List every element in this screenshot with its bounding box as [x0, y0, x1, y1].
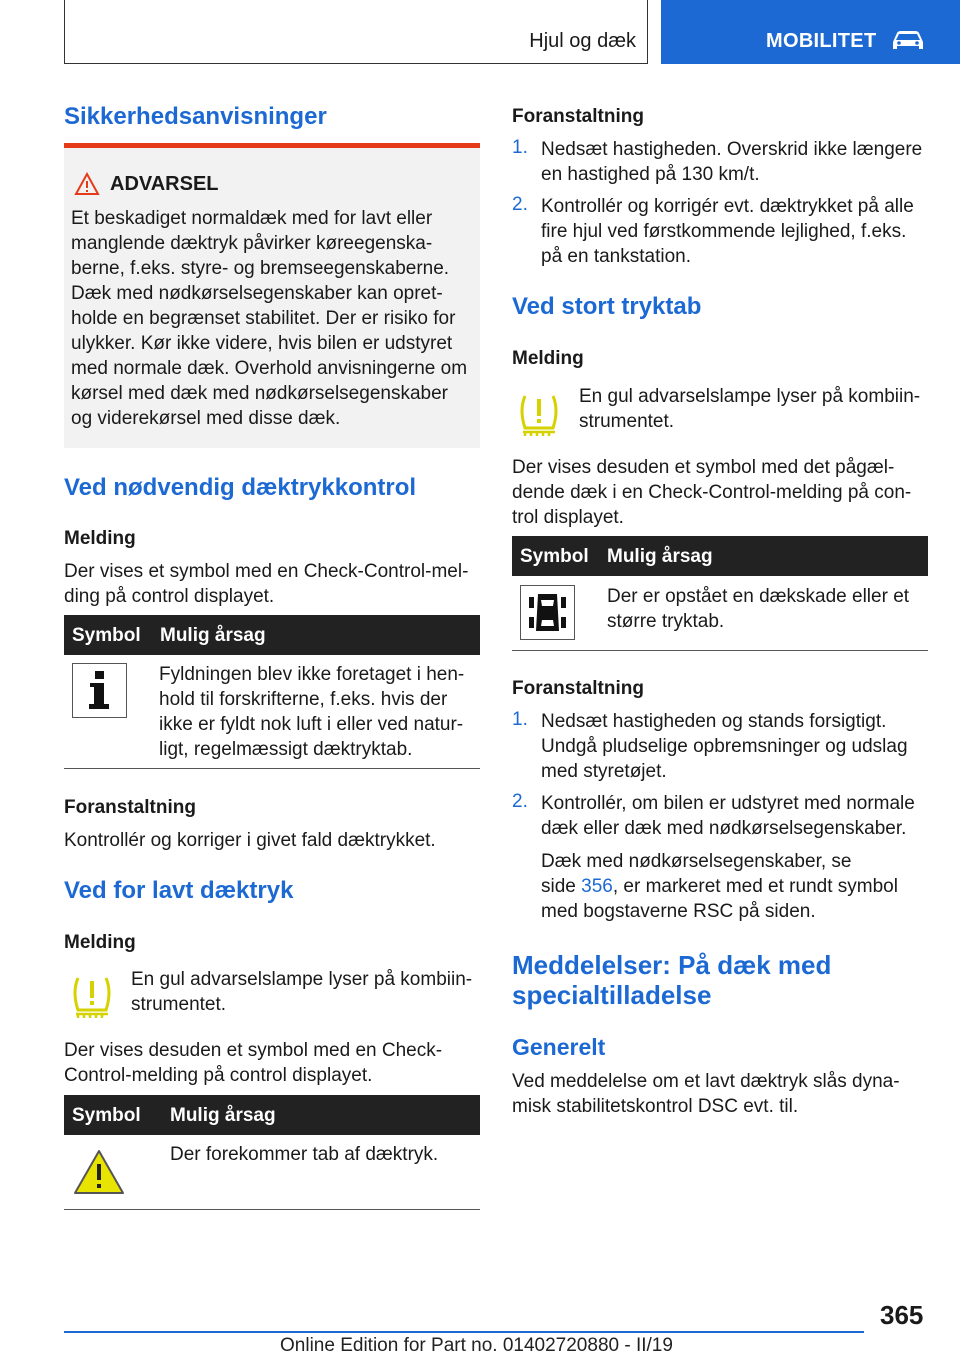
list-item: [541, 194, 914, 269]
list-item: [541, 137, 922, 187]
footer-rule: [64, 1331, 864, 1333]
list-number: 2.: [512, 194, 528, 215]
list-number: 2.: [512, 791, 528, 812]
s2-desc-text: [64, 1038, 480, 1088]
text-line: dæk eller dæk med nødkørselsegenskaber.: [541, 818, 907, 839]
text-line: Control-melding på control displayet.: [64, 1065, 373, 1086]
col-cause: Mulig årsag: [160, 625, 266, 646]
title-line: Meddelelser: På dæk med: [512, 950, 832, 980]
col-cause: Mulig årsag: [607, 546, 713, 567]
car-icon: [889, 28, 927, 52]
text-line: på en tankstation.: [541, 246, 691, 267]
col-symbol: Symbol: [520, 546, 589, 567]
text-line: Dæk med nødkørselsegenskaber, se: [541, 851, 852, 872]
text-line: Nedsæt hastigheden og stands forsigtigt.: [541, 711, 887, 732]
safety-title: Sikkerhedsanvisninger: [64, 103, 327, 130]
s1-action-text: Kontrollér og korriger i givet fald dæktrykket.: [64, 830, 436, 851]
s1-msg-text: [64, 559, 480, 609]
section-title-s4: [512, 950, 831, 1010]
text-line: Undgå pludselige opbremsninger og udslag: [541, 736, 908, 757]
text-line: ding på control displayet.: [64, 586, 275, 607]
s3-cause-text: [607, 584, 927, 634]
tire-pressure-warning-icon: [517, 390, 561, 440]
table-divider: [64, 768, 480, 769]
col-symbol: Symbol: [72, 1105, 141, 1126]
s1-table-header: [64, 615, 480, 655]
text-line: Ved meddelelse om et lavt dæktryk slås dyna-: [512, 1071, 900, 1092]
warning-line: berne, f.eks. styre- og bremseegenskaberne.: [71, 258, 450, 279]
warning-body: [71, 206, 471, 431]
table-divider: [512, 650, 928, 651]
text-line: dende dæk i en Check-Control-melding på con-: [512, 482, 912, 503]
warning-line: kørsel med dæk med nødkørselsegenskaber: [71, 383, 448, 404]
chapter-tab[interactable]: [661, 0, 960, 64]
warning-line: og viderekørsel med disse dæk.: [71, 408, 341, 429]
s4-text: [512, 1069, 932, 1119]
s1-action-heading: Foranstaltning: [64, 797, 196, 818]
text-line: Der vises et symbol med en Check-Control-mel-: [64, 561, 469, 582]
text-line: Kontrollér og korrigér evt. dæktrykket på alle: [541, 196, 914, 217]
section-title-s3: Ved stort tryktab: [512, 293, 702, 320]
s3-table-header: [512, 536, 928, 576]
text-line: Fyldningen blev ikke foretaget i hen-: [159, 664, 465, 685]
s1-msg-heading: Melding: [64, 528, 136, 549]
warning-label: ADVARSEL: [110, 173, 219, 195]
note-prefix: side: [541, 876, 582, 897]
warning-box: [64, 143, 480, 448]
s3-lamp-text: [579, 384, 929, 434]
list-number: 1.: [512, 709, 528, 730]
list-item: [541, 791, 915, 841]
r-action2-note: [541, 849, 931, 924]
text-line: ligt, regelmæssigt dæktryktab.: [159, 739, 413, 760]
text-line: fire hjul ved førstkommende lejlighed, f.eks.: [541, 221, 907, 242]
text-line: Der er opstået en dækskade eller et: [607, 586, 910, 607]
info-icon: [72, 663, 127, 718]
text-line: ikke er fyldt nok luft i eller ved natur-: [159, 714, 464, 735]
s2-lamp-text: [131, 967, 481, 1017]
s2-cause-text: Der forekommer tab af dæktryk.: [170, 1144, 439, 1165]
list-number: 1.: [512, 137, 528, 158]
title-line: specialtilladelse: [512, 980, 712, 1010]
s2-msg-heading: Melding: [64, 932, 136, 953]
col-symbol: Symbol: [72, 625, 141, 646]
table-divider: [64, 1209, 480, 1210]
warning-line: holde en begrænset stabilitet. Der er risiko for: [71, 308, 456, 329]
r-action1-list: [512, 137, 928, 267]
text-line: med styretøjet.: [541, 761, 667, 782]
section-title-s1: Ved nødvendig dæktrykkontrol: [64, 474, 417, 501]
text-line: Der vises desuden et symbol med en Check-: [64, 1040, 443, 1061]
text-line: En gul advarselslampe lyser på kombiin-: [131, 969, 473, 990]
s3-desc-text: [512, 455, 932, 530]
section-title-s2: Ved for lavt dæktryk: [64, 877, 294, 904]
yellow-warning-triangle-icon: [72, 1148, 126, 1196]
page-number: 365: [880, 1300, 924, 1330]
warning-line: Dæk med nødkørselsegenskaber kan opret-: [71, 283, 443, 304]
text-line: [541, 874, 931, 899]
text-line: strumentet.: [579, 411, 675, 432]
text-line: med bogstaverne RSC på siden.: [541, 901, 816, 922]
warning-line: manglende dæktryk påvirker køreegenska-: [71, 233, 433, 254]
warning-triangle-icon: [74, 172, 100, 196]
text-line: strumentet.: [131, 994, 227, 1015]
note-suffix: , er markeret med et rundt symbol: [612, 876, 898, 897]
page-link[interactable]: 356: [581, 876, 613, 897]
text-line: trol displayet.: [512, 507, 624, 528]
s4-subtitle: Generelt: [512, 1034, 606, 1060]
text-line: Kontrollér, om bilen er udstyret med normale: [541, 793, 915, 814]
car-tire-damage-icon: [520, 585, 575, 640]
warning-line: ulykker. Kør ikke videre, hvis bilen er udstyret: [71, 333, 453, 354]
s2-table-header: [64, 1095, 480, 1135]
r-action2-list: [512, 709, 932, 839]
warning-line: Et beskadiget normaldæk med for lavt eller: [71, 208, 433, 229]
chapter-label: MOBILITET: [766, 30, 877, 52]
r-action2-heading: Foranstaltning: [512, 678, 644, 699]
text-line: misk stabilitetskontrol DSC evt. til.: [512, 1096, 799, 1117]
warning-line: med normale dæk. Overhold anvisningerne om: [71, 358, 468, 379]
tire-pressure-warning-icon: [70, 972, 114, 1022]
text-line: En gul advarselslampe lyser på kombiin-: [579, 386, 921, 407]
text-line: en hastighed på 130 km/t.: [541, 164, 760, 185]
col-cause: Mulig årsag: [170, 1105, 276, 1126]
text-line: hold til forskrifterne, f.eks. hvis der: [159, 689, 448, 710]
section-title: Hjul og dæk: [529, 30, 636, 52]
footer-edition: Online Edition for Part no. 01402720880 - II/19: [280, 1335, 673, 1356]
text-line: større tryktab.: [607, 611, 725, 632]
text-line: Der vises desuden et symbol med det pågæl-: [512, 457, 895, 478]
text-line: Nedsæt hastigheden. Overskrid ikke længere: [541, 139, 923, 160]
r-action1-heading: Foranstaltning: [512, 106, 644, 127]
list-item: [541, 709, 908, 784]
s1-cause-text: [159, 662, 479, 762]
s3-msg-heading: Melding: [512, 348, 584, 369]
